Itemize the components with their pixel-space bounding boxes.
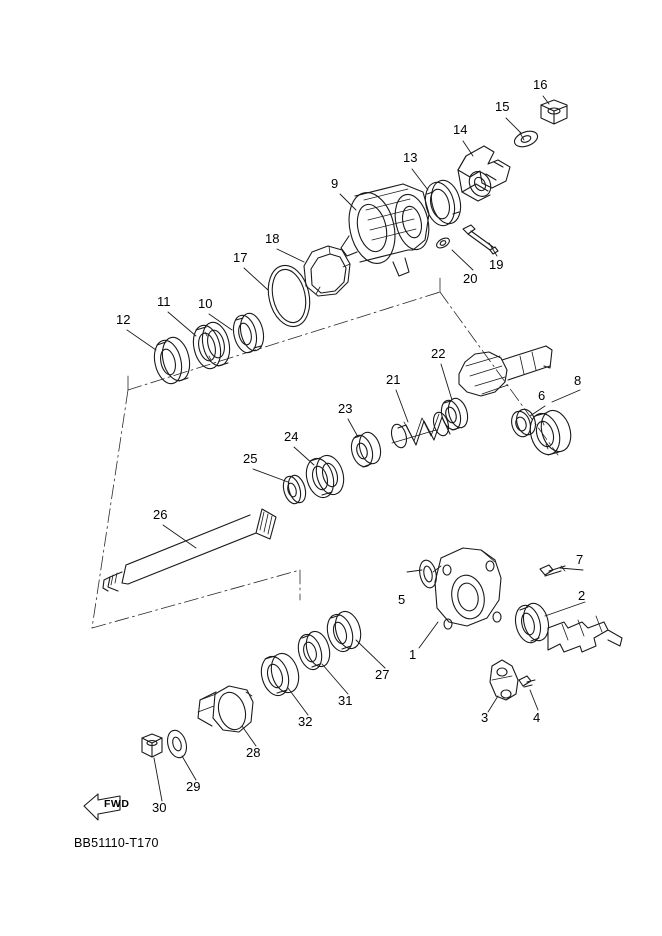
part-4-bolt: [519, 676, 535, 687]
callout-8: 8: [574, 373, 582, 388]
part-2-oil-seal: [512, 601, 552, 646]
part-7-bolt: [540, 565, 565, 576]
part-9-housing: [341, 184, 434, 276]
callout-27: 27: [375, 667, 390, 682]
callout-3: 3: [481, 710, 489, 725]
callout-15: 15: [495, 99, 510, 114]
fwd-direction-label: FWD: [104, 798, 130, 810]
part-14-yoke: [458, 146, 510, 201]
callout-22: 22: [431, 346, 446, 361]
callout-10: 10: [198, 296, 213, 311]
callout-6: 6: [538, 388, 546, 403]
callout-14: 14: [453, 122, 468, 137]
part-3-bracket: [490, 660, 518, 700]
part-16-nut: [541, 100, 567, 124]
callout-9: 9: [331, 176, 339, 191]
callout-20: 20: [463, 271, 478, 286]
callout-5: 5: [398, 592, 406, 607]
part-18-gasket: [304, 246, 350, 296]
part-11-bearing: [189, 320, 233, 372]
callout-24: 24: [284, 429, 299, 444]
diagram-part-code: BB51110-T170: [74, 836, 159, 850]
part-15-washer: [512, 128, 539, 149]
part-28-coupling: [198, 686, 253, 733]
callout-32: 32: [298, 714, 313, 729]
part-32-collar: [257, 650, 303, 699]
callout-7: 7: [576, 552, 584, 567]
callout-18: 18: [265, 231, 280, 246]
construction-line: [92, 271, 558, 628]
part-20-washer: [435, 236, 451, 250]
part-17-oring: [263, 261, 316, 330]
callout-16: 16: [533, 77, 548, 92]
part-29-washer: [164, 728, 189, 760]
callout-28: 28: [246, 745, 261, 760]
leader-lines: [127, 96, 585, 801]
part-24-bearing: [302, 452, 348, 501]
callout-4: 4: [533, 710, 541, 725]
part-2-shaft: [548, 616, 622, 652]
part-6-spacer: [509, 407, 539, 439]
callout-17: 17: [233, 250, 248, 265]
callout-21: 21: [386, 372, 401, 387]
callout-11: 11: [157, 294, 171, 309]
part-30-nut: [142, 734, 162, 757]
callout-26: 26: [153, 507, 168, 522]
part-23-collar: [348, 430, 384, 469]
callout-13: 13: [403, 150, 418, 165]
callout-31: 31: [338, 693, 353, 708]
callout-19: 19: [489, 257, 504, 272]
callout-1: 1: [409, 647, 417, 662]
part-1-hub-housing: [433, 548, 501, 629]
callout-30: 30: [152, 800, 167, 815]
part-25-washer: [280, 473, 308, 505]
part-26-drive-shaft: [103, 509, 276, 591]
callout-25: 25: [243, 451, 258, 466]
callout-2: 2: [578, 588, 586, 603]
callout-23: 23: [338, 401, 353, 416]
callout-12: 12: [116, 312, 131, 327]
callout-29: 29: [186, 779, 201, 794]
part-12-oil-seal: [150, 335, 193, 387]
